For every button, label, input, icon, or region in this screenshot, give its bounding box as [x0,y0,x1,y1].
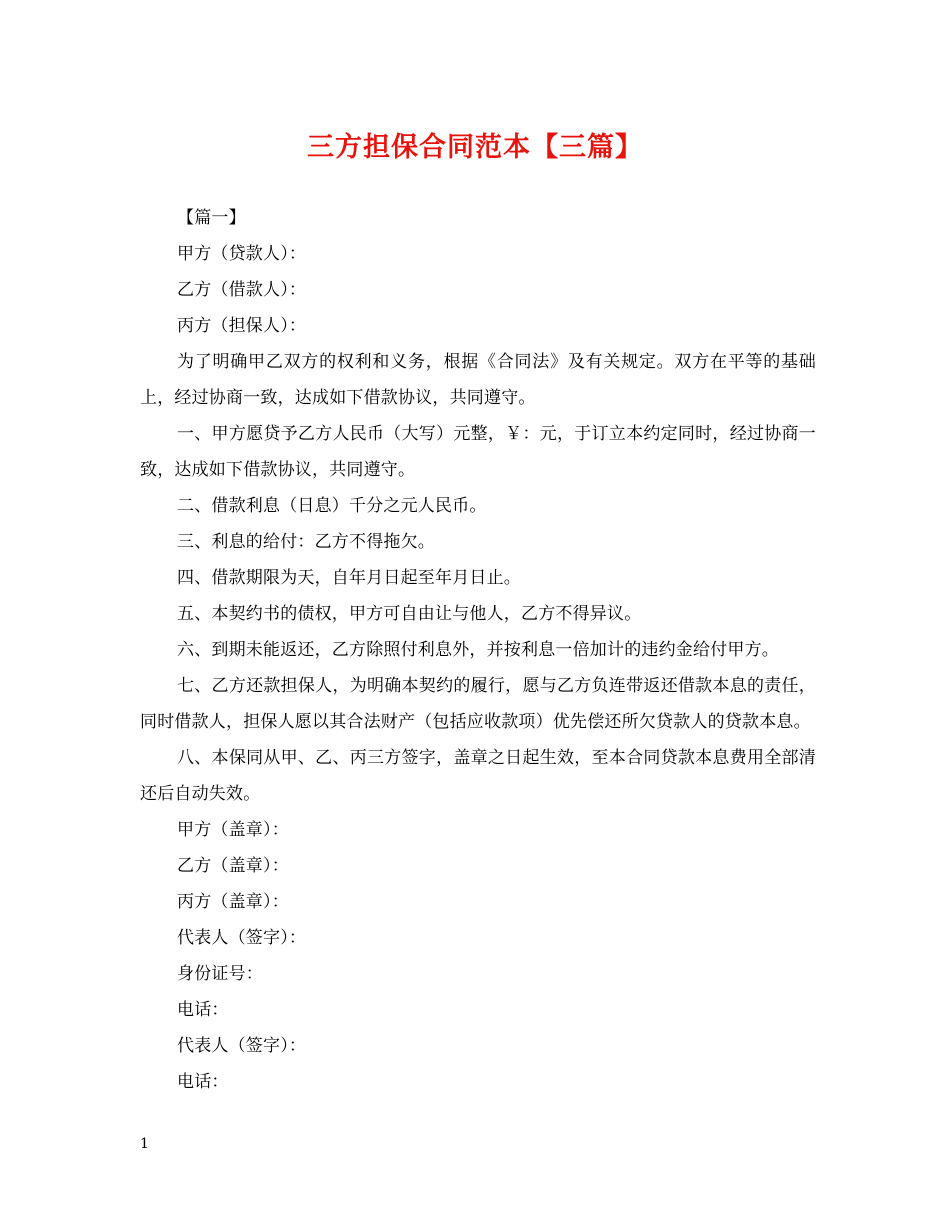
clause-2: 二、借款利息（日息）千分之元人民币。 [177,496,487,516]
phone-label-2: 电话： [177,1072,229,1092]
document-title: 三方担保合同范本【三篇】 [307,132,643,163]
representative-signature-2: 代表人（签字）： [177,1036,307,1056]
page-number: 1 [140,1136,149,1152]
clause-6: 六、到期未能返还，乙方除照付利息外，并按利息一倍加计的违约金给付甲方。 [177,640,779,660]
id-number-label: 身份证号： [177,964,263,984]
party-b-label: 乙方（借款人）： [177,280,307,300]
party-c-label: 丙方（担保人）： [177,316,307,336]
clause-3: 三、利息的给付：乙方不得拖欠。 [177,532,435,552]
document-body [140,200,816,1100]
party-b-seal: 乙方（盖章）： [177,856,289,876]
party-c-seal: 丙方（盖章）： [177,892,289,912]
preamble-paragraph: 为了明确甲乙双方的权利和义务，根据《合同法》及有关规定。双方在平等的基础上，经过协商一致，达成如下借款协议，共同遵守。 [140,352,816,408]
clause-7: 七、乙方还款担保人，为明确本契约的履行，愿与乙方负连带返还借款本息的责任，同时借款人，担保人愿以其合法财产（包括应收款项）优先偿还所欠贷款人的贷款本息。 [140,676,816,732]
clause-4: 四、借款期限为天，自年月日起至年月日止。 [177,568,521,588]
representative-signature: 代表人（签字）： [177,928,307,948]
party-a-seal: 甲方（盖章）： [177,820,289,840]
clause-1: 一、甲方愿贷予乙方人民币（大写）元整，￥：元，于订立本约定同时，经过协商一致，达成如下借款协议，共同遵守。 [140,424,816,480]
section-heading: 【篇一】 [177,208,246,228]
clause-5: 五、本契约书的债权，甲方可自由让与他人，乙方不得异议。 [177,604,642,624]
party-a-label: 甲方（贷款人）： [177,244,307,264]
phone-label: 电话： [177,1000,229,1020]
clause-8: 八、本保同从甲、乙、丙三方签字，盖章之日起生效，至本合同贷款本息费用全部清还后自动失效。 [140,748,816,804]
